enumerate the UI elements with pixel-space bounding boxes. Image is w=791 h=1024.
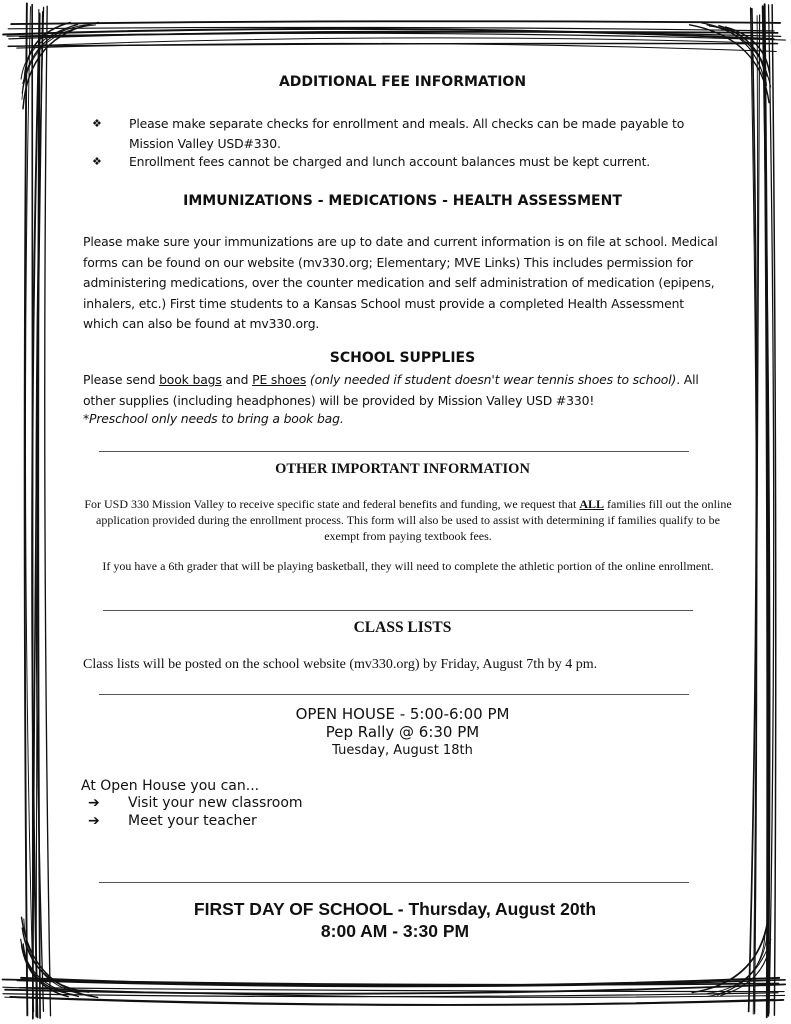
section-divider [99,694,689,695]
supplies-and: and [221,372,253,387]
other-info-paragraph-2: If you have a 6th grader that will be playing basketball, they will need to complete the athletic portion of the online enrollment. [102,559,714,573]
fee-bullet-text: Please make separate checks for enrollment and meals. All checks can be made payable to Mission Valley USD#330. [129,116,685,151]
fee-bullet-text: Enrollment fees cannot be charged and lunch account balances must be kept current. [129,154,651,169]
health-heading: IMMUNIZATIONS - MEDICATIONS - HEALTH ASSESSMENT [183,193,622,209]
fee-heading: ADDITIONAL FEE INFORMATION [278,74,527,90]
open-house-item-text: Meet your teacher [128,813,257,829]
class-lists-heading: CLASS LISTS [353,619,452,636]
first-day-title: FIRST DAY OF SCHOOL - Thursday, August 20th [193,899,597,919]
other-info-paragraph-1 [84,496,732,545]
health-paragraph: Please make sure your immunizations are up to date and current information is on file at school. Medical forms can be found on our website (mv330.org; Elementary; MVE Links) This includes permission for administering medications, over the counter medication and self administration of medication (epipens, inhalers, etc.) First time students to a Kansas School must provide a completed Health Assessment which can also be found at mv330.org. [83,234,718,331]
diamond-bullet-icon: ❖ [92,155,102,168]
supplies-lead: Please send [83,372,160,387]
class-lists-text: Class lists will be posted on the school website (mv330.org) by Friday, August 7th by 4 pm. [83,657,598,672]
section-divider [103,610,693,611]
open-house-time: OPEN HOUSE - 5:00-6:00 PM [295,705,510,723]
open-house-item-text: Visit your new classroom [128,795,303,811]
all-emphasis: ALL [579,497,605,511]
preschool-note: *Preschool only needs to bring a book bag. [83,411,344,426]
section-divider [99,882,689,883]
arrow-right-icon: ➔ [88,795,100,811]
supplies-paragraph [83,370,723,411]
supplies-rest: . All other supplies (including headphones) will be provided by Mission Valley USD #330! [83,372,699,408]
section-divider [99,451,689,452]
pep-rally-time: Pep Rally @ 6:30 PM [325,723,480,741]
pe-shoes-text: PE shoes [252,372,307,387]
pe-shoes-note: (only needed if student doesn't wear tennis shoes to school) [306,372,677,387]
other-info-text-after: families fill out the online application provided during the enrollment process. This form will also be used to assist with determining if families qualify to be exempt from paying textbook fees. [96,497,732,544]
first-day-hours: 8:00 AM - 3:30 PM [320,921,470,941]
open-house-intro: At Open House you can... [81,778,260,794]
scribble-stroke [10,997,783,1005]
scribble-stroke [45,6,51,1016]
other-info-heading: OTHER IMPORTANT INFORMATION [275,461,530,477]
supplies-heading: SCHOOL SUPPLIES [329,350,476,366]
arrow-right-icon: ➔ [88,813,100,829]
open-house-date: Tuesday, August 18th [332,743,473,758]
scribble-stroke [11,21,780,24]
other-info-text-before: For USD 330 Mission Valley to receive specific state and federal benefits and funding, we request that [84,497,580,511]
book-bags-text: book bags [159,372,222,387]
diamond-bullet-icon: ❖ [92,117,102,130]
